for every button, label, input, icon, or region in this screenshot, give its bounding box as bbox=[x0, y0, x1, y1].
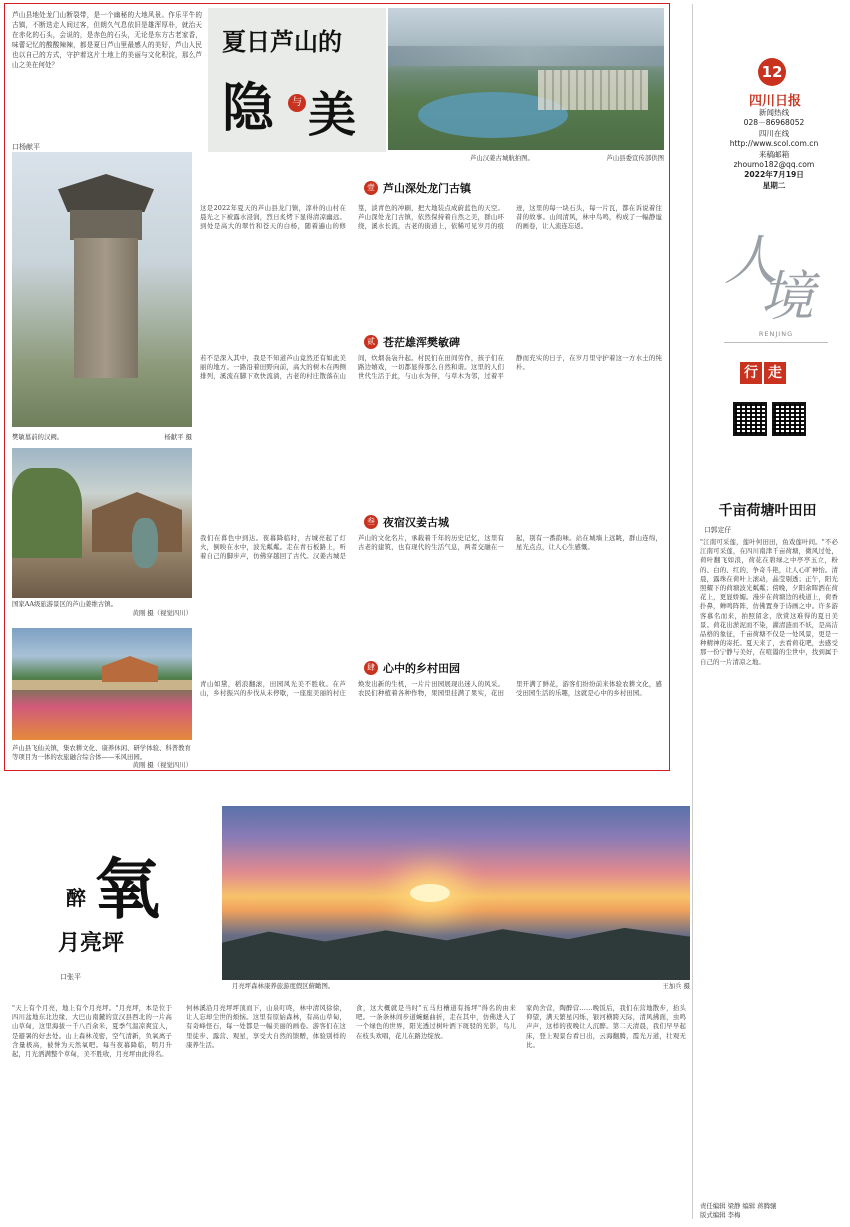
section-heading-2-title: 苍茫雄浑樊敏碑 bbox=[383, 336, 460, 349]
section-pinyin-rule bbox=[724, 342, 828, 343]
ancient-town-caption bbox=[12, 600, 192, 617]
moon-article-body-1: "天上有个月亮，地上有个月亮坪。"月亮坪，本是位于四川盆地东北边缘、大巴山南麓的宣汉县西北的一片高山草甸，这里海拔一千八百余米，夏季气温凉爽宜人，是避暑的好去处。山上森林茂密，空气清新，负氧离子含量极高，被誉为天然氧吧。每当夜幕降临，明月升起，月光洒满整个草甸，美不胜收，月亮坪由此得名。 bbox=[12, 1004, 172, 1059]
feature-title-and: 与 bbox=[288, 94, 306, 112]
hefeng-garden-credit: 黄刚 摄（视觉四川） bbox=[132, 761, 192, 769]
column-badge bbox=[740, 362, 786, 384]
qr-code-icon[interactable] bbox=[772, 402, 806, 436]
moon-title-small: 醉 bbox=[66, 886, 86, 910]
feature-title-panel bbox=[208, 8, 386, 152]
moon-title-line2: 月亮坪 bbox=[58, 931, 125, 956]
issue-weekday: 星期二 bbox=[762, 180, 786, 190]
section-heading-4-number: 肆 bbox=[364, 661, 378, 675]
masthead-info bbox=[722, 108, 826, 191]
han-que-caption bbox=[12, 433, 192, 442]
email-label: 来稿邮箱 bbox=[758, 149, 790, 159]
email[interactable]: zhoumo182@qq.com bbox=[733, 160, 815, 170]
aerial-photo bbox=[388, 8, 664, 150]
moon-photo-caption-text: 月亮坪森林康养旅游度假区俯瞰图。 bbox=[232, 982, 335, 990]
paper-name: 四川日报 bbox=[748, 94, 801, 109]
moon-photo-caption bbox=[222, 982, 690, 991]
ancient-town-photo bbox=[12, 448, 192, 598]
section-pinyin: RENJING bbox=[758, 330, 794, 338]
moon-title-big: 氧 bbox=[94, 850, 160, 928]
aerial-photo-credit: 芦山县委宣传部供图 bbox=[606, 154, 664, 162]
feature-intro: 芦山县地处龙门山断裂带，是一个幽秘的大地风景。作乐平牛的古镇，不断迭走人间过客，但朗久气息依旧是雄浑厚朴，就治天在赤化的石头，会说的，是赤色的石头，无论是东方古老家香，味蕾记忆的酸酸辣辣，都是夏日芦山里最感人的美好，芦山人民也以自己的方式，守护着这片土地上的美丽与文化积淀，那么芦山之美在何处？ bbox=[12, 11, 202, 69]
moon-article-body-3: 食，这大概就是当时"五马归槽道有扬坪"得名的由来吧。一条条林间步道蜿蜒曲折，走在其中，仿佛进入了一个绿色的世界，阳光透过树叶洒下斑驳的光影，鸟儿在枝头欢唱，花儿在路边绽放。 bbox=[356, 1004, 516, 1040]
feature-title-beauty: 美 bbox=[308, 87, 357, 143]
han-que-caption-text: 樊敏墓前的汉阙。 bbox=[12, 433, 64, 441]
section-heading-2 bbox=[364, 334, 460, 350]
hefeng-garden-caption bbox=[12, 744, 192, 770]
moon-sunset-photo bbox=[222, 806, 690, 980]
moon-photo-credit: 王加兵 摄 bbox=[662, 982, 690, 990]
hotline-label: 新闻热线 bbox=[758, 108, 790, 117]
hefeng-garden-photo bbox=[12, 628, 192, 740]
feature-body-section-2: 若不是深入其中，我是不知道芦山竟然还有如此美丽的地方。一路沿着田野向前，高大的树木在两侧排列，溪流在脚下欢快流淌，古老的村庄散落在山间，炊烟袅袅升起。村民们在田间劳作，孩子们在路边嬉戏，一切都显得那么自然和谐。这里的人们世代生活于此，与山水为伴，与草木为邻，过着平静而充实的日子，在岁月里守护着这一方水土的纯朴。 bbox=[200, 354, 662, 381]
section-heading-1-title: 芦山深处龙门古镇 bbox=[383, 182, 471, 195]
feature-body-section-1: 这是2022年夏天的芦山县龙门镇，淳朴的山村在晨光之下被露水浸润，烈日炙烤下显得清凉幽远。到处是高大的翠竹和苍天的白杨，随着遍山的修篁，淡青色的冲刷，把大地装点成蔚蓝色的天空。芦山深处龙门古镇，依然保持着自然之美，群山环绕，溪水长流，古老的街道上，依稀可见岁月的痕迹，这里的每一块石头，每一片瓦，都在诉说着往昔的故事。山间清风，林中鸟鸣，构成了一幅静谧的画卷，让人流连忘返。 bbox=[200, 204, 662, 231]
site-url[interactable]: http://www.scol.com.cn bbox=[729, 139, 819, 149]
feature-body-section-4: 青山如黛，稻浪翻滚，田园风光美不胜收。在芦山，乡村振兴的步伐从未停歇，一座座美丽的村庄焕发出新的生机，一片片田园展现出迷人的风采。农民们种植着各种作物，果园里挂满了果实，花田里开满了鲜花，游客们纷纷前来体验农耕文化，感受田园生活的乐趣，这就是心中的乡村田园。 bbox=[200, 680, 662, 698]
section-heading-4-title: 心中的乡村田园 bbox=[383, 662, 460, 675]
section-heading-3 bbox=[364, 514, 449, 530]
ancient-town-caption-text: 国家AA级旅游景区的芦山姜维古镇。 bbox=[12, 600, 118, 608]
site-label: 四川在线 bbox=[758, 128, 790, 138]
moon-article-title bbox=[56, 836, 216, 956]
qr-code-icon[interactable] bbox=[733, 402, 767, 436]
editor-line-1: 责任编辑 梁静 编辑 蒋腾骧 bbox=[700, 1202, 777, 1210]
feature-title-hidden: 隐 bbox=[222, 78, 275, 139]
section-heading-3-number: 叁 bbox=[364, 515, 378, 529]
han-que-photo bbox=[12, 152, 192, 427]
issue-date: 2022年7月19日 bbox=[744, 170, 804, 180]
moon-article-body-4: 家尚舍营，陶醉营……晚饭后，我们在营地散步，抬头仰望，满天繁星闪烁，银河横跨天际，清风拂面，虫鸣声声，这样的夜晚让人沉醉。第二天清晨，我们早早起床，登上观景台看日出，云海翻腾，霞光万道，壮观无比。 bbox=[526, 1004, 686, 1049]
column-badge-char-1: 行 bbox=[740, 362, 762, 384]
page-number-badge: 12 bbox=[758, 58, 786, 86]
section-heading-3-title: 夜宿汉姜古城 bbox=[383, 516, 449, 529]
aerial-photo-caption bbox=[470, 154, 664, 163]
section-title-char-1: 人 bbox=[724, 229, 778, 292]
section-title-char-2: 境 bbox=[760, 265, 814, 328]
editor-line-2: 版式编辑 李梅 bbox=[700, 1211, 741, 1219]
poem-article-author: 口郭定仔 bbox=[704, 526, 732, 534]
column-badge-char-2: 走 bbox=[764, 362, 786, 384]
ancient-town-credit: 黄刚 摄（视觉四川） bbox=[132, 608, 192, 617]
feature-title-line1: 夏日芦山的 bbox=[222, 28, 342, 56]
poem-article-title: 千亩荷塘叶田田 bbox=[718, 503, 817, 519]
section-title bbox=[710, 214, 830, 328]
editor-credits bbox=[700, 1202, 840, 1220]
hefeng-garden-caption-text: 芦山县飞仙关镇，集农耕文化、康养休闲、研学体验、科普教育等项目为一体的农旅融合综合体——禾风田园。 bbox=[12, 744, 191, 761]
section-heading-1 bbox=[364, 180, 471, 196]
moon-article-body-2: 何林溪沿月亮坪坪顶而下，山泉叮咚，林中清风徐徐，让人忘却尘世的烦恼。这里有原始森林，有高山草甸，有奇峰怪石，每一处都是一幅美丽的画卷。游客们在这里徒步、露营、观星，享受大自然的馈赠，体验别样的康养生活。 bbox=[186, 1004, 346, 1049]
section-heading-2-number: 贰 bbox=[364, 335, 378, 349]
hotline: 028－86968052 bbox=[743, 118, 805, 128]
feature-author: 口杨献平 bbox=[12, 143, 40, 151]
feature-body-section-3: 我们在暮色中到达。夜幕降临时，古城亮起了灯火，倒映在水中，波光粼粼。走在青石板路上，听着自己的脚步声，仿佛穿越回了古代。汉姜古城是芦山的文化名片，承载着千年的历史记忆，这里有古老的建筑，也有现代的生活气息，两者交融在一起，别有一番韵味。站在城墙上远眺，群山连绵，星光点点，让人心生感慨。 bbox=[200, 534, 662, 561]
section-heading-4 bbox=[364, 660, 460, 676]
sidebar-divider bbox=[692, 4, 693, 1219]
poem-article-body: "江南可采莲，莲叶何田田，鱼戏莲叶间。"不必江南可采莲，在四川南津千亩荷塘，微风过处，荷叶翻飞如浪，荷花在碧绿之中亭亭玉立，粉的、白的、红的，争奇斗艳，让人心旷神怡。清晨，露珠在荷叶上滚动，晶莹剔透；正午，阳光照耀下的荷塘波光粼粼；傍晚，夕阳余晖洒在荷花上，更显娇媚。漫步在荷塘边的栈道上，荷香扑鼻，蝉鸣阵阵，仿佛置身于诗画之中。许多游客慕名而来，拍照留念，欣赏这难得的夏日美景。荷花出淤泥而不染，濯清涟而不妖，是高洁品格的象征，千亩荷塘不仅是一处风景，更是一种精神的寄托。夏天来了，去看荷花吧，去感受那一份宁静与美好，在喧嚣的尘世中，找到属于自己的一片清凉之地。 bbox=[700, 538, 838, 666]
han-que-credit: 杨献平 摄 bbox=[164, 433, 192, 441]
section-heading-1-number: 壹 bbox=[364, 181, 378, 195]
aerial-photo-caption-text: 芦山汉姜古城航拍图。 bbox=[470, 154, 534, 162]
moon-article-author: 口张平 bbox=[60, 973, 81, 981]
